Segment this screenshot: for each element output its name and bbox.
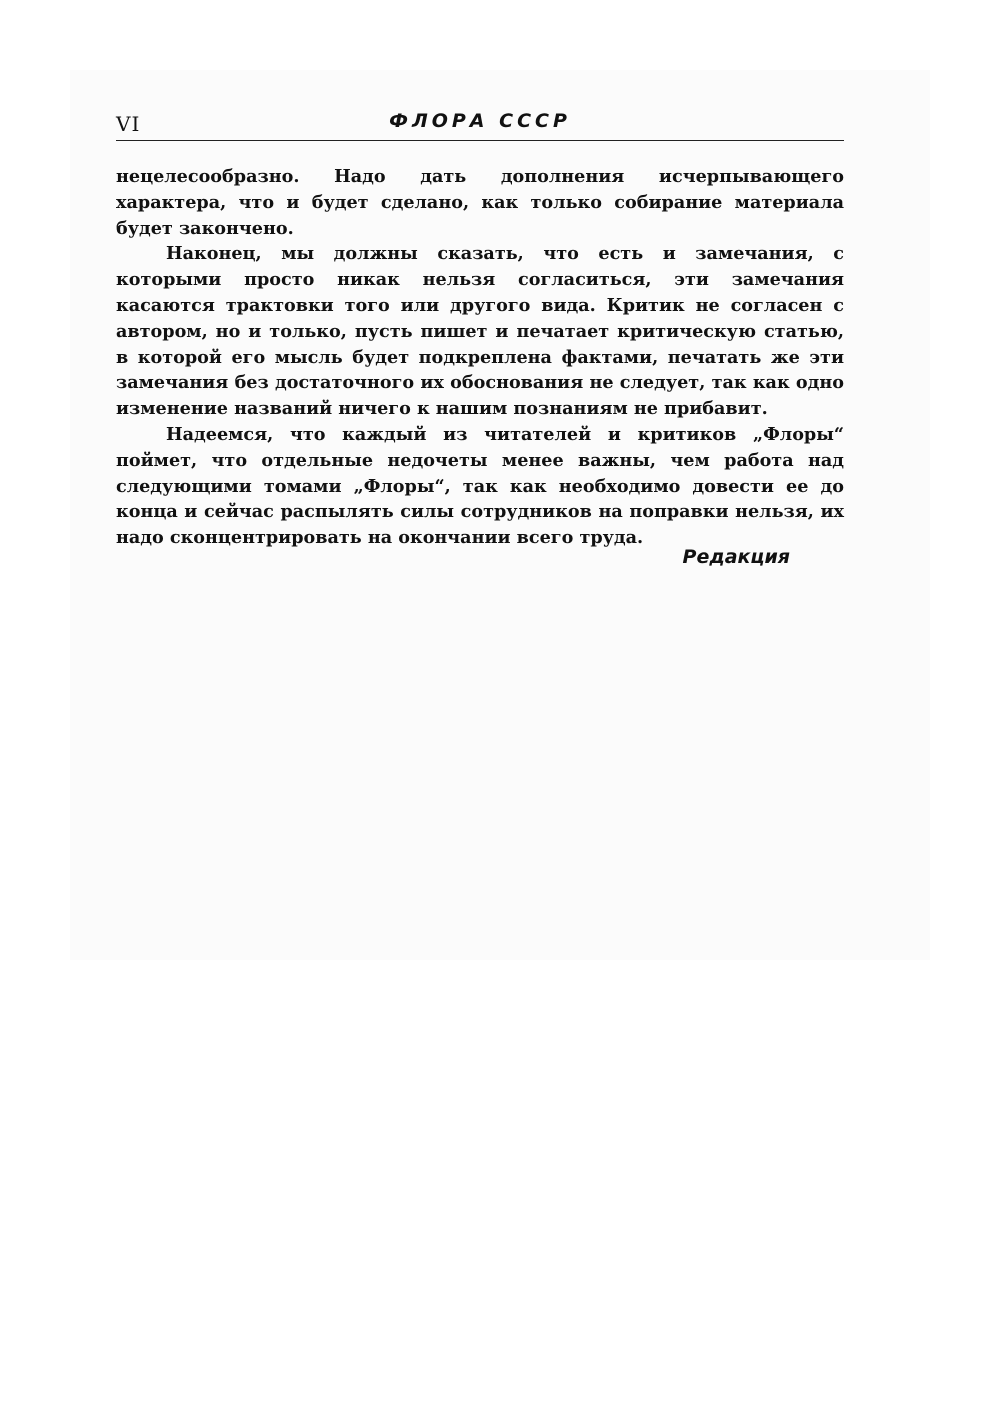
paragraph: Надеемся, что каждый из читателей и критиков „Флоры“ поймет, что отдельные недочеты менее важны, чем работа над следующими томами „Флоры“, так как необходимо довести ее до конца и сейчас распылять силы сотрудников на поправки нельзя, их надо сконцентрировать на окончании всего труда. — [116, 423, 844, 549]
paragraph: нецелесообразно. Надо дать дополнения исчерпывающего характера, что и будет сделано, как только собирание материала будет закончено. — [116, 166, 844, 239]
body-text — [116, 164, 844, 551]
running-title: ФЛОРА СССР — [389, 110, 571, 132]
paragraph: Наконец, мы должны сказать, что есть и замечания, с которыми просто никак нельзя согласиться, эти замечания касаются трактовки того или другого вида. Критик не согласен с автором, но и только, пусть пишет и печатает критическую статью, в которой его мысль будет подкреплена фактами, печатать же эти замечания без достаточного их обоснования не следует, так как одно изменение названий ничего к нашим познаниям не прибавит. — [116, 243, 844, 420]
page-header — [116, 108, 844, 141]
page-number: VI — [116, 112, 141, 136]
signature: Редакция — [682, 546, 790, 568]
